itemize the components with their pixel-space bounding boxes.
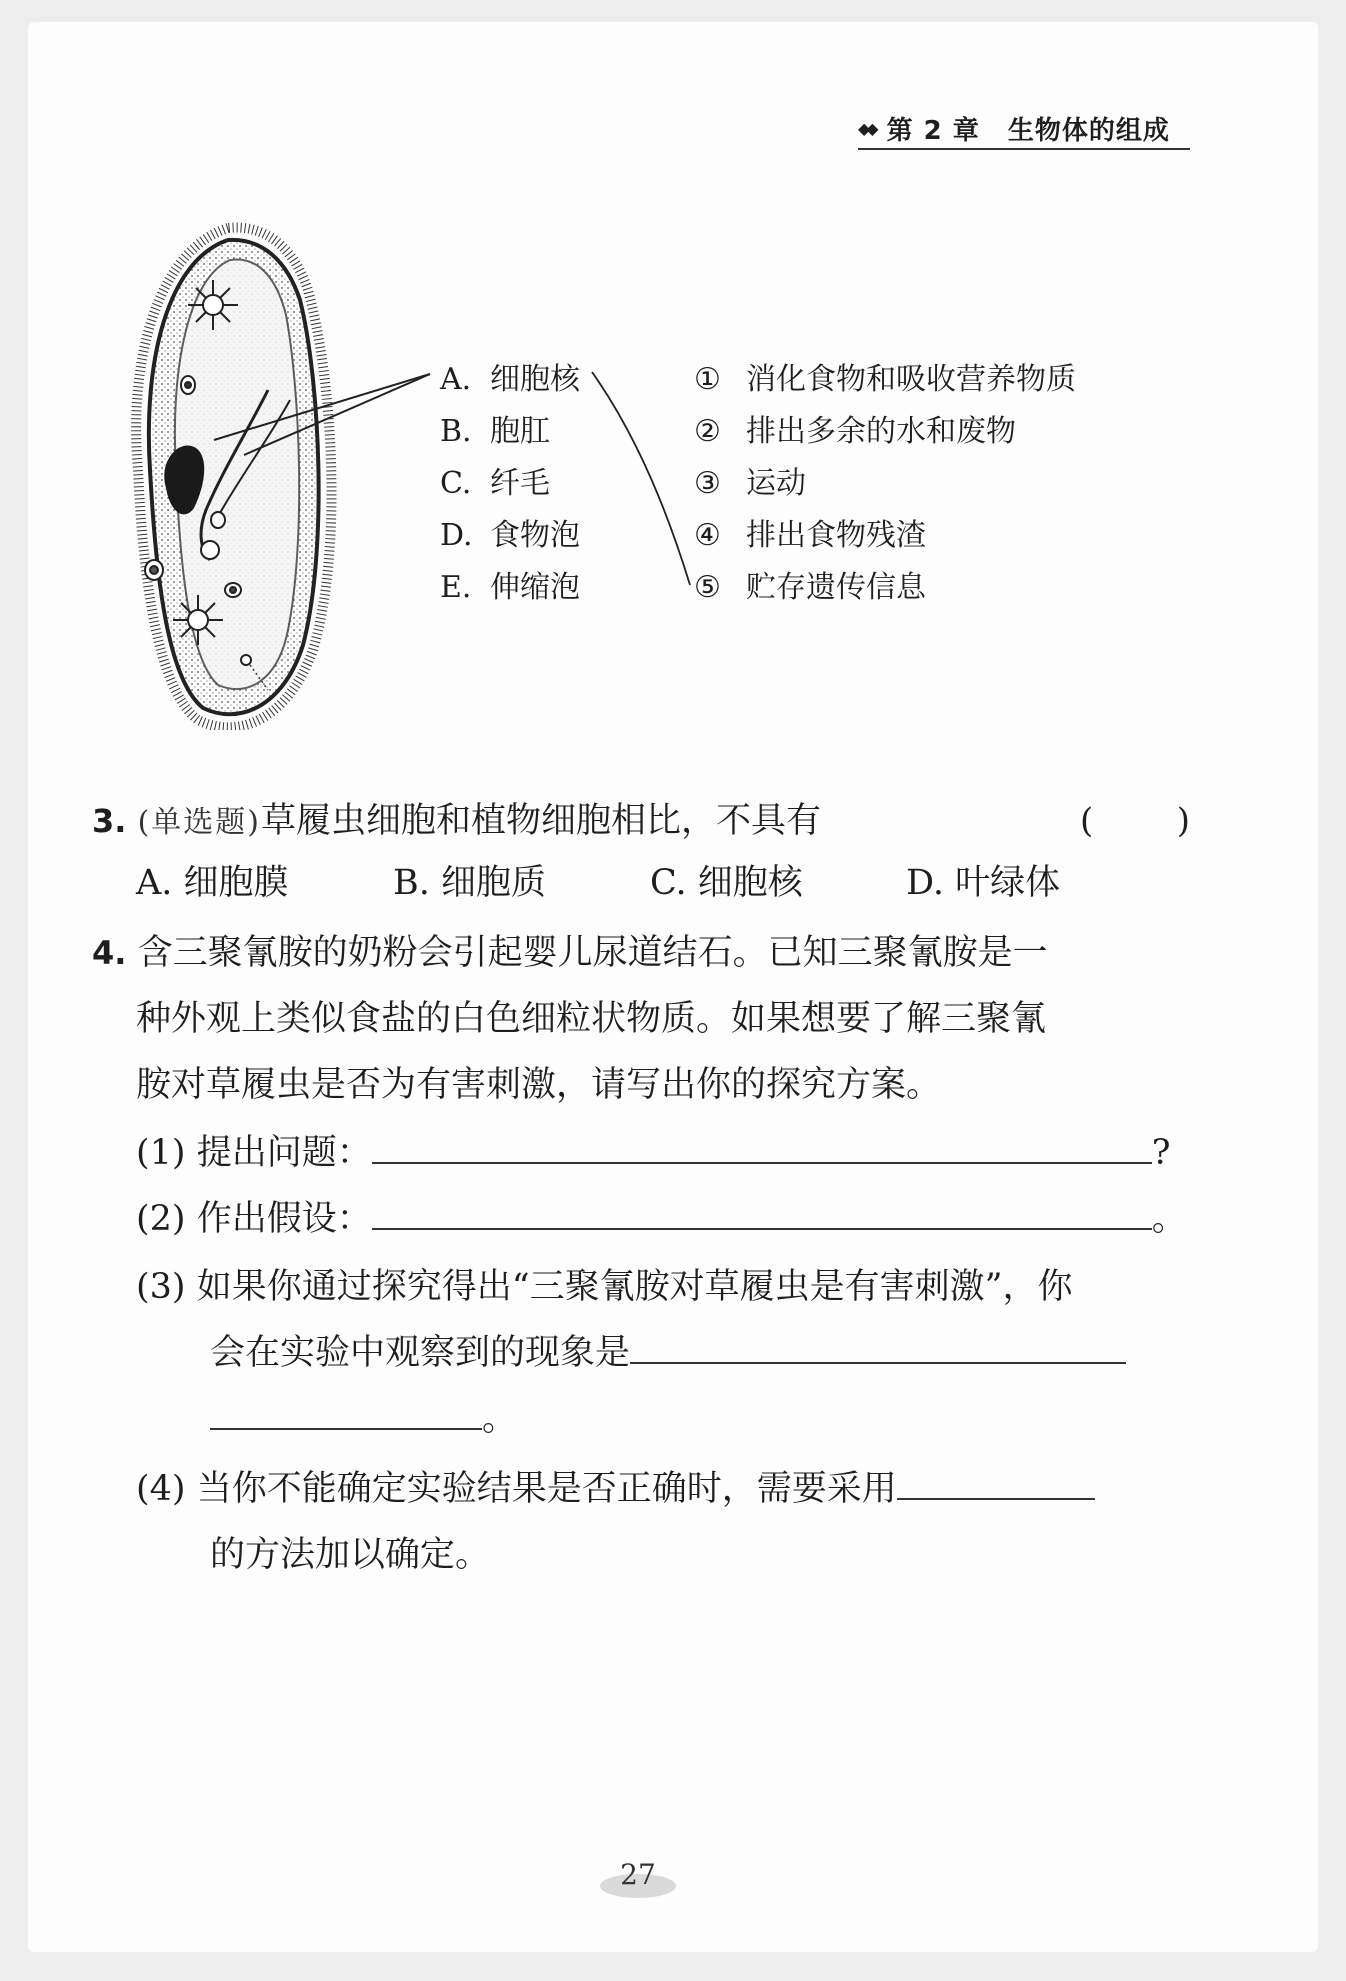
answer-bracket[interactable]: ( ) bbox=[1080, 801, 1190, 841]
structure-options bbox=[440, 354, 580, 614]
choice-a[interactable]: A. 细胞膜 bbox=[136, 863, 289, 903]
function-3: ③ 运动 bbox=[694, 466, 806, 501]
answer-blank-1[interactable] bbox=[372, 1128, 1152, 1164]
sub-question-3-line-3: 。 bbox=[210, 1386, 517, 1452]
sub-question-2: (2) 作出假设： 。 bbox=[136, 1186, 1187, 1252]
answer-blank-2[interactable] bbox=[372, 1194, 1152, 1230]
option-b: B. 胞肛 bbox=[440, 414, 550, 449]
sub-question-4-line-2: 的方法加以确定。 bbox=[210, 1535, 491, 1575]
choice-c[interactable]: C. 细胞核 bbox=[650, 863, 803, 903]
answer-blank-3b[interactable] bbox=[210, 1394, 482, 1430]
question-4-line-1: 4. 含三聚氰胺的奶粉会引起婴儿尿道结石。已知三聚氰胺是一 bbox=[92, 933, 1048, 973]
question-4-line-2: 种外观上类似食盐的白色细粒状物质。如果想要了解三聚氰 bbox=[136, 999, 1047, 1039]
diamond-icon: ◆◆ bbox=[858, 118, 875, 138]
function-2: ② 排出多余的水和废物 bbox=[694, 414, 1016, 449]
option-d: D. 食物泡 bbox=[440, 518, 580, 553]
chapter-title: 生物体的组成 bbox=[1007, 115, 1170, 146]
answer-blank-4[interactable] bbox=[897, 1464, 1095, 1500]
answer-blank-3a[interactable] bbox=[630, 1328, 1126, 1364]
chapter-header bbox=[858, 108, 1190, 150]
question-type-tag: (单选题) bbox=[137, 805, 261, 840]
function-1: ① 消化食物和吸收营养物质 bbox=[694, 362, 1076, 397]
function-4: ④ 排出食物残渣 bbox=[694, 518, 926, 553]
option-a: A. 细胞核 bbox=[440, 362, 580, 397]
question-number: 3. bbox=[92, 802, 127, 840]
choice-d[interactable]: D. 叶绿体 bbox=[906, 863, 1061, 903]
paramecium-illustration bbox=[118, 220, 348, 730]
sub-question-3-line-2: 会在实验中观察到的现象是 bbox=[210, 1320, 1126, 1386]
option-c: C. 纤毛 bbox=[440, 466, 550, 501]
anal-pore bbox=[241, 655, 251, 665]
function-options bbox=[694, 354, 1076, 614]
sub-question-3: (3) 如果你通过探究得出“三聚氰胺对草履虫是有害刺激”，你 bbox=[136, 1267, 1073, 1307]
function-5: ⑤ 贮存遗传信息 bbox=[694, 570, 926, 605]
page-number: 27 bbox=[620, 1858, 656, 1891]
option-e: E. 伸缩泡 bbox=[440, 570, 580, 605]
question-4-line-3: 胺对草履虫是否为有害刺激，请写出你的探究方案。 bbox=[136, 1065, 942, 1105]
question-stem: 草履虫细胞和植物细胞相比，不具有 bbox=[260, 801, 821, 841]
sub-question-4: (4) 当你不能确定实验结果是否正确时，需要采用 bbox=[136, 1456, 1095, 1522]
sub-question-1: (1) 提出问题： ? bbox=[136, 1120, 1171, 1186]
choice-b[interactable]: B. 细胞质 bbox=[393, 863, 546, 903]
chapter-number: 第 2 章 bbox=[886, 115, 980, 146]
question-number: 4. bbox=[92, 934, 127, 972]
question-3 bbox=[92, 788, 821, 856]
